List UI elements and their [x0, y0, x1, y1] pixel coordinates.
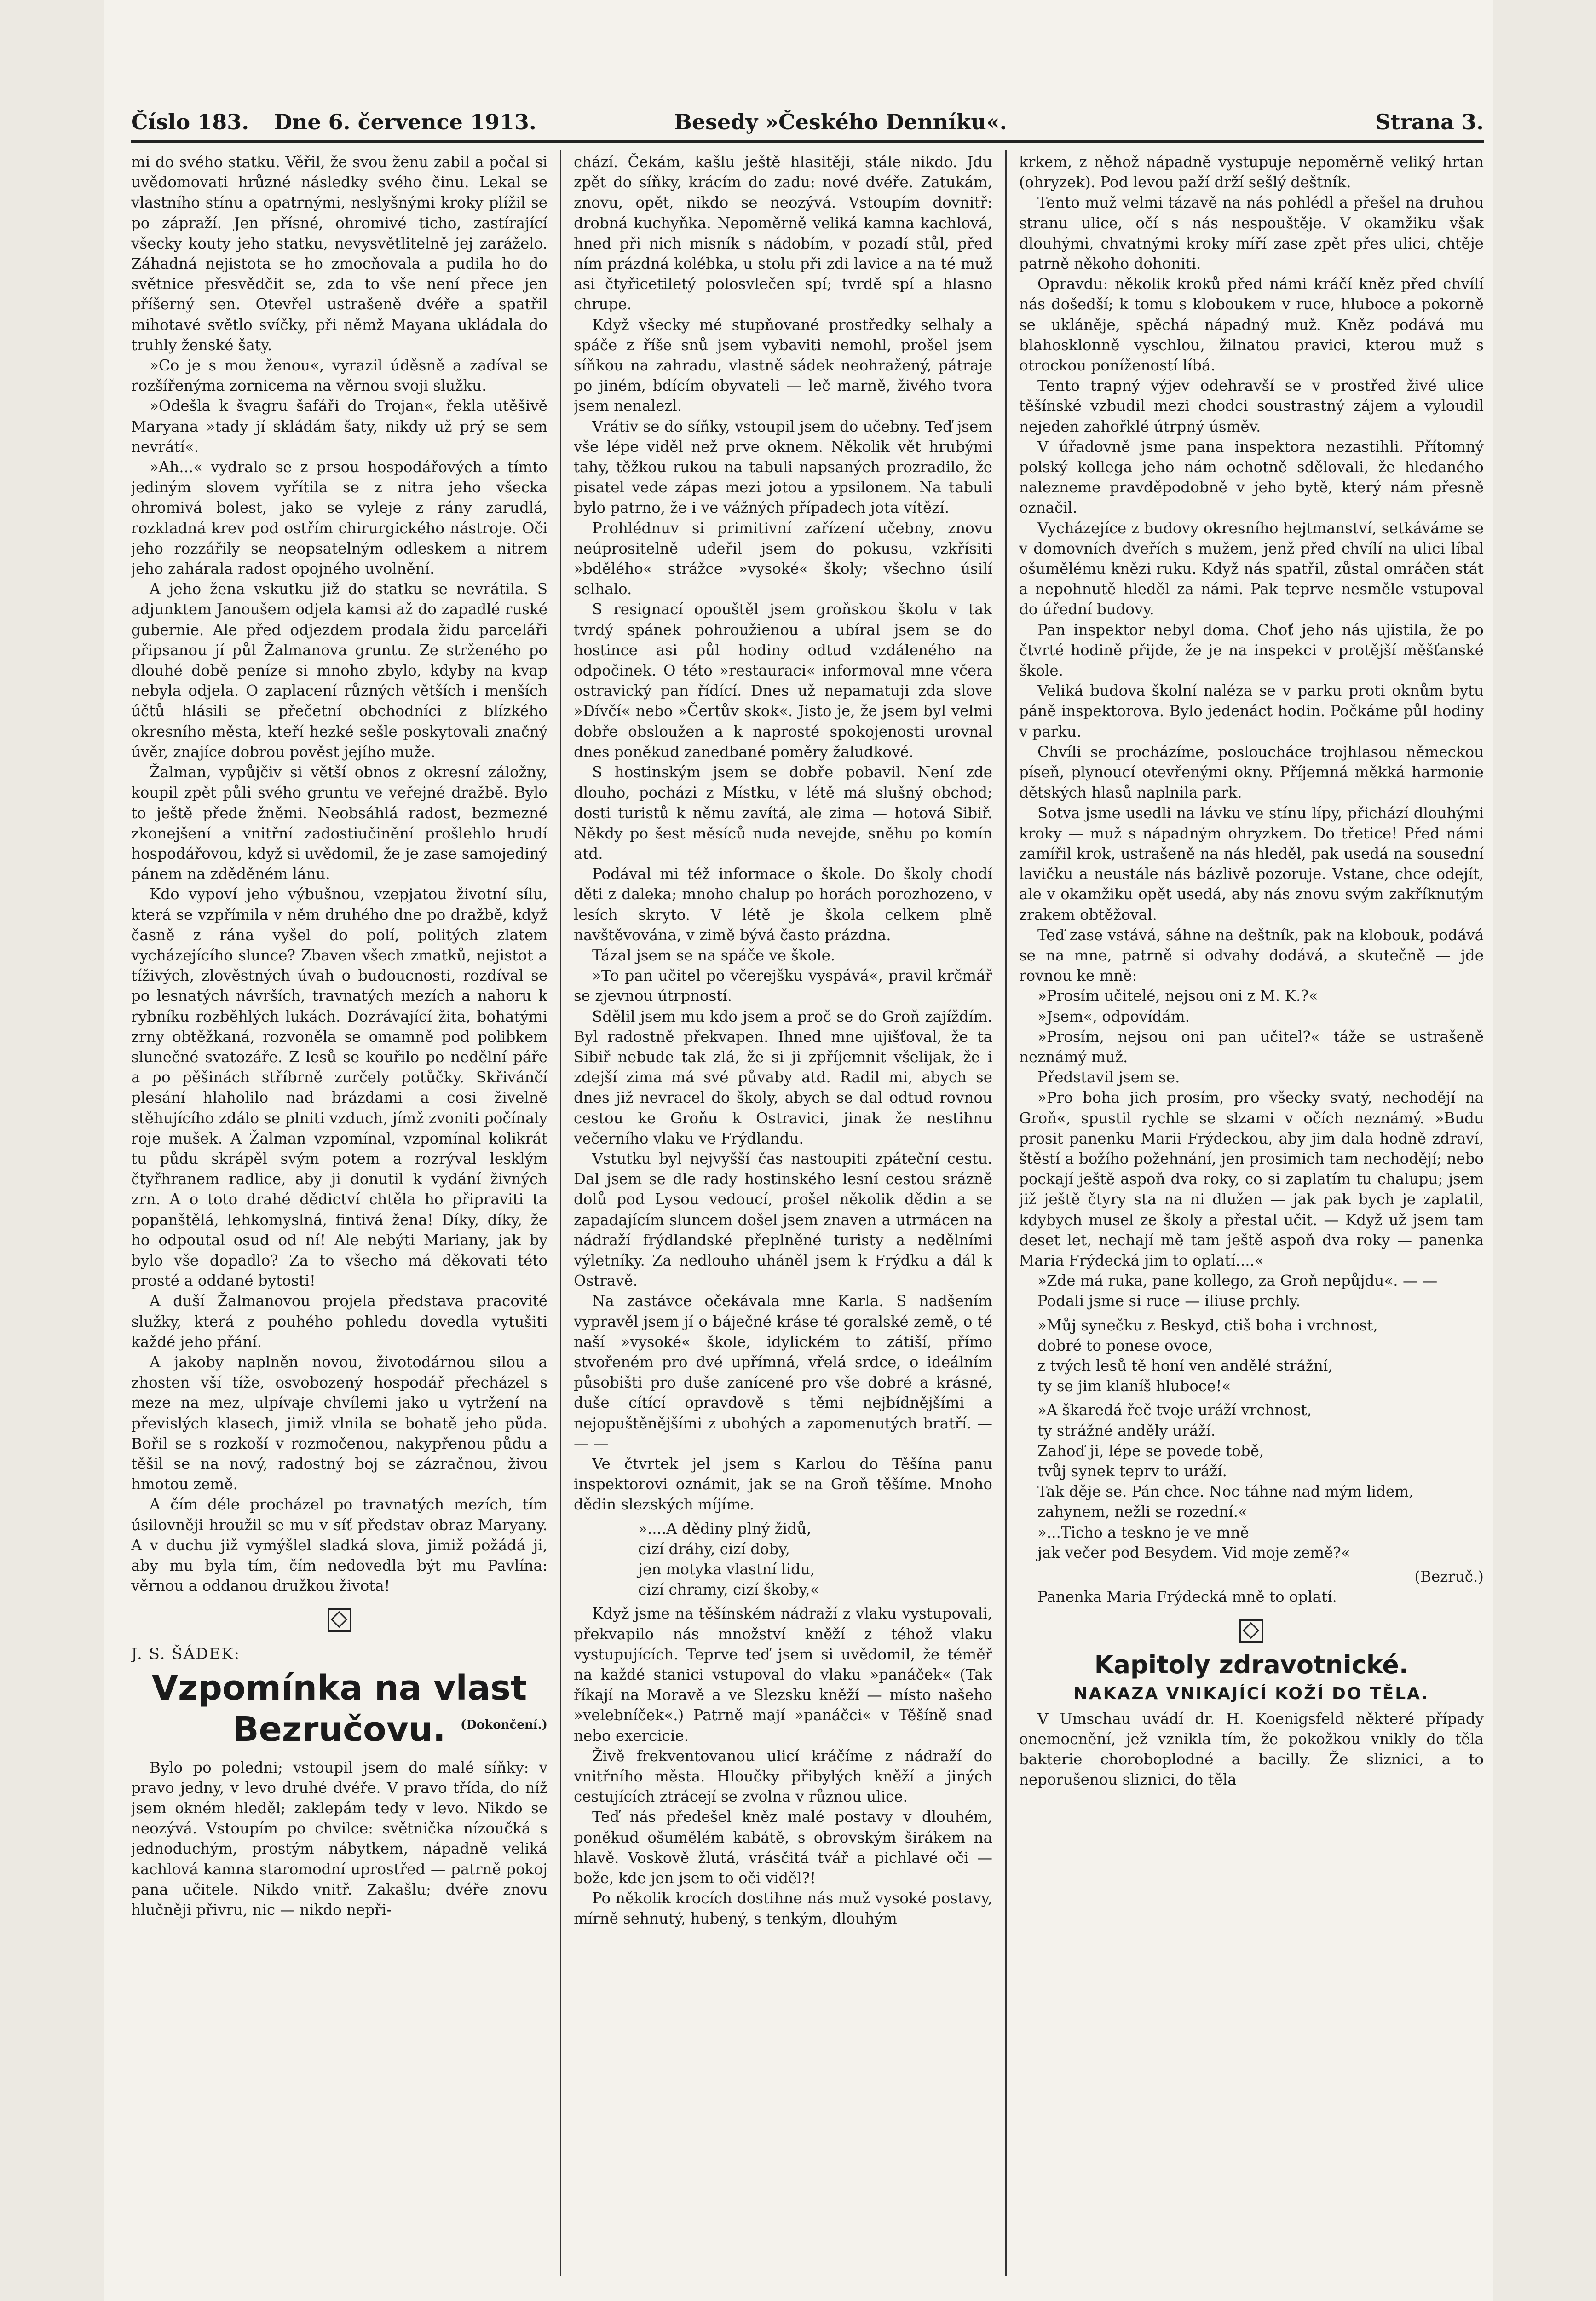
paragraph: »Pro boha jich prosím, pro všecky svatý, nechodějí na Groň«, spustil rychle se slzami v očích neznámý. »Budu prosit panenku Marii Frýdeckou, aby jim dala hodně zdraví, štěstí a božího požehnání, jen prosimich tam nechodějí; nebo pockají ještě aspoň dva roky, co si zaplatím tu chalupu; jsem již ještě čtyry sta na ni dlužen — jak pak bych je zaplatil, kdybych musel ze školy a přestal učit. — Když už jsem tam deset let, nechají mě tam ještě aspoň dva roky — panenka Maria Frýdecká jim to oplatí....« [1019, 1089, 1484, 1269]
paragraph: Prohlédnuv si primitivní zařízení učebny, znovu neúprositelně udeřil jsem do pokusu, vzkřísiti »bdělého« strážce »vysoké« školy; všechno úsilí selhalo. [574, 519, 992, 598]
paragraph: »Prosím učitelé, nejsou oni z M. K.?« [1037, 987, 1318, 1005]
paragraph: Vrátiv se do síňky, vstoupil jsem do učebny. Teď jsem vše lépe viděl než prve oknem. Několik vět hrubými tahy, těžkou rukou na tabuli napsaných prozradilo, že pisatel vede zápas mezi jotou a ypsilonem. Na tabuli bylo patrno, že i ve vážných případech jota vítězí. [574, 417, 992, 517]
continuation-note: (Dokončení.) [461, 1717, 547, 1732]
section-ornament-icon [1239, 1619, 1263, 1643]
paragraph: Ve čtvrtek jel jsem s Karlou do Těšína panu inspektorovi oznámit, jak se na Groň těšíme. Mnoho dědin slezských míjíme. [574, 1455, 992, 1514]
paragraph: »Co je s mou ženou«, vyrazil úděsně a zadíval se rozšířenýma zornicema na věrnou svoji služku. [131, 357, 547, 395]
article-title: Vzpomínka na vlast [151, 1668, 527, 1708]
paragraph: Vstutku byl nejvyšší čas nastoupiti zpáteční cestu. Dal jsem se dle rady hostinského lesní cestou srázně dolů pod Lysou vedoucí, prošel několik dědin a se zapadajícím sluncem došel jsem znaven a utrmácen na nádraží frýdlandské přeplněné turisty a nedělními výletníky. Za nedlouho uháněl jsem k Frýdku a dál k Ostravě. [574, 1150, 992, 1290]
paragraph: Živě frekventovanou ulicí kráčíme z nádraží do vnitřního města. Hloučky přibylých kněží a jiných cestujících ztrácejí se zvolna v různou ulice. [574, 1747, 992, 1806]
poem-signature: (Bezruč.) [1414, 1568, 1484, 1586]
article-author: J. S. ŠÁDEK: [131, 1645, 241, 1664]
page-header [131, 110, 1484, 142]
paragraph: chází. Čekám, kašlu ještě hlasitěji, stále nikdo. Jdu zpět do síňky, krácím do zadu: nové dvéře. Zatukám, znovu, opět, nikdo se neozývá. Vstoupím dovnitř: drobná kuchyňka. Nepoměrně veliká kamna kachlová, hned při nich misník s nádobím, v pozadí stůl, před ním prázdná kolébka, u stolu při zdi lavice a na té muž asi čtyřicetiletý polosvlečen spí; tvrdě spí a hlasno chrupe. [574, 153, 992, 313]
publication-title: Besedy »Českého Denníku«. [674, 110, 1007, 134]
paragraph: A jeho žena vskutku již do statku se nevrátila. S adjunktem Janoušem odjela kamsi až do zapadlé ruské gubernie. Ale před odjezdem prodala židu parceláři připsanou jí půl Žalmanova gruntu. Ze strženého po dlouhé době peníze si mnoho zbylo, kdyby na kvap nebyla odjela. O zaplacení různých větších i menších účtů hlásili se přečetní obchodníci z blízkého okresního města, kteří hezké sešle poskytovali značný úvěr, znajíce dobrou pověst jejího muže. [131, 580, 547, 761]
paragraph: Když jsme na těšínském nádraží z vlaku vystupovali, překvapilo nás množství kněží z téhož vlaku vystupujících. Teprve teď jsem si uvědomil, že téměř na každé stanici vstupoval do vlaku »panáček« (Tak říkají na Moravě a ve Slezsku kněží — místo našeho »velebníček«.) Patrně mají »panáčci« v Těšíně snad nebo exercicie. [574, 1605, 992, 1745]
page-number: Strana 3. [1375, 110, 1484, 134]
column-3 [1019, 152, 1484, 2278]
issue-number: Číslo 183. [131, 110, 249, 134]
paragraph: A čím déle procházel po travnatých mezích, tím úsilovněji hroužil se mu v síť představ obraz Maryany. A v duchu již vymýšlel sladká slova, jimiž požádá ji, aby mu byla tím, čím nedovedla být mu Pavlína: věrnou a oddanou družkou života! [131, 1496, 547, 1595]
paragraph: Vycházejíce z budovy okresního hejtmanství, setkáváme se v domovních dveřích s mužem, jenž před chvílí na ulici líbal ošumělému knězi ruku. Když nás spatřil, zůstal omráčen stát a nepohnutě hleděl za námi. Pak teprve nesměle vstupoval do úřední budovy. [1019, 519, 1484, 619]
paragraph: Představil jsem se. [1037, 1069, 1180, 1087]
paragraph: »To pan učitel po včerejšku vyspává«, pravil krčmář se zjevnou útrpností. [574, 967, 992, 1005]
paragraph: »Odešla k švagru šafáři do Trojan«, řekla utěšivě Maryana »tady jí skládám šaty, nikdy už prý se sem nevrátí«. [131, 397, 547, 456]
paragraph: Bylo po poledni; vstoupil jsem do malé síňky: v pravo jedny, v levo druhé dvéře. V pravo třída, do níž jsem okném hleděl; zaklepám tedy v levo. Nikdo se neozývá. Vstoupím po chvilce: světnička nízoučká s jednoduchým, prostým nábytkem, nápadně veliká kachlová kamna staromodní uprostřed — patrně pokoj pana učitele. Nikdo vnitř. Zakašlu; dvéře znovu hlučněji přivru, nic — nikdo nepři- [131, 1758, 547, 1919]
section-title: Kapitoly zdravotnické. [1094, 1650, 1409, 1680]
paragraph: Když všecky mé stupňované prostředky selhaly a spáče z říše snů jsem vybaviti nemohl, prošel jsem síňkou na zahradu, vlastně sádek neohražený, pátraje po jiném, bdícím obyvateli — leč marně, živého tvora jsem nenalezl. [574, 316, 992, 415]
paragraph: Po několik krocích dostihne nás muž vysoké postavy, mírně sehnutý, hubený, s tenkým, dlouhým [574, 1890, 992, 1928]
paragraph: »Ah...« vydralo se z prsou hospodářových a tímto jediným slovem vyřítila se z nitra jeho všecka ohromivá bolest, jako se vyleje z rány zarudlá, rozkladná krev pod ostřím chirurgického nástroje. Oči jeho rozzářily se neopsatelným odleskem a nitrem jeho zahárala radost opojného uvolnění. [131, 458, 547, 578]
paragraph: Kdo vypoví jeho výbušnou, vzepjatou životní sílu, která se vzpřímila v něm druhého dne po dražbě, když časně z rána vyšel do polí, politých zlatem vycházejícího slunce? Zbaven všech zmatků, nejistot a tíživých, zlověstných úvah o budoucnosti, rozdíval se po lesnatých návrších, travnatých mezích a nahoru k rybníku rozběhlých lukách. Dozrávající žita, bohatými zrny obtěžkaná, rozvoněla se omamně pod polibkem slunečné svatozáře. Z lesů se kouřilo po nedělní páře a po pěšinách stříbrně zurčely potůčky. Skřivánčí plesání hlaholilo nad brázdami a cosi živelně stěhujícího zdálo se plniti vzduch, jímž zvoniti počínaly roje mušek. A Žalman vzpomínal, vzpomínal kolikrát tu půdu skrápěl svým potem a rozrýval lesklým čtyřhranem radlice, aby ji donutil k vydání živných zrn. A o toto drahé dědictví chtěla ho připraviti ta popanštělá, lehkomyslná, fintivá žena! Díky, díky, že ho odpoutal osud od ní! Ale nebýti Mariany, jak by bylo vše dopadlo? Za to všecho má děkovati této prosté a oddané bytosti! [131, 885, 547, 1290]
article-title-line2 [131, 1709, 547, 1750]
column-1 [131, 152, 547, 2278]
paragraph: Na zastávce očekávala mne Karla. S nadšením vypravěl jsem jí o báječné kráse té goralské země, o té naší »vysoké« škole, idylickém to zátiší, přímo stvořeném pro dvé upřímná, vřelá srdce, o ideálním působišti pro duše zanícené pro vše dobré a krásné, duše cítící opravdově s těmi nejbídnějšími a nejopuštěnějšími z ubohých a zapomenutých bratří. — — — [574, 1292, 992, 1452]
paragraph: Podával mi též informace o škole. Do školy chodí děti z daleka; mnoho chalup po horách porozhozeno, v lesích skryto. V létě je škola celkem plně navštěvována, v zimě bývá často prázdna. [574, 865, 992, 944]
paragraph: S hostinským jsem se dobře pobavil. Není zde dlouho, pocházi z Místku, v létě má slušný obchod; dosti turistů k němu zavítá, ale zima — hotová Sibiř. Někdy po šest měsíců nuda nevejde, sněhu po komín atd. [574, 763, 992, 862]
section-subtitle: NAKAZA VNIKAJÍCÍ KOŽÍ DO TĚLA. [1073, 1684, 1429, 1703]
paragraph: A jakoby naplněn novou, životodárnou silou a zhosten vší tíže, osvobozený hospodář přecházel s meze na mez, ulpívaje chvílemi jako u vytržení na převislých klasech, jimiž vlnila se bohatě jeho půda. Bořil se s rozkoší v rozmočenou, nakypřenou půdu a těšil se na nový, radostný boj se zázračnou, živou hmotou země. [131, 1353, 547, 1493]
header-rule [131, 140, 1484, 143]
poem-quote: »Můj synečku z Beskyd, ctiš boha i vrchnost, dobré to ponese ovoce, z tvých lesů tě honí ven andělé strážní, ty se jim klaníš hluboce!« [1037, 1316, 1378, 1395]
paragraph: Opravdu: několik kroků před námi kráčí kněz před chvílí nás došedší; k tomu s kloboukem v ruce, hluboce a pokorně se ukláněje, spěchá nápadný muž. Kněz podává mu blahosklonně vyschlou, žilnatou pravici, kterou muž s otrockou ponížeností líbá. [1019, 275, 1484, 375]
paragraph: A duší Žalmanovou projela představa pracovité služky, která z pouhého pohledu dovedla vytušiti každé jeho přání. [131, 1292, 547, 1351]
paragraph: Sotva jsme usedli na lávku ve stínu lípy, přichází dlouhými kroky — muž s nápadným ohryzkem. Do třetice! Před námi zamířil krok, ustrašeně na nás hleděl, pak usedá na sousední lavičku a neustále nás bázlivě pozoruje. Vstane, chce odejít, ale v okamžiku opět usedá, aby nás znovu svým zakříknutým zrakem obtěžoval. [1019, 804, 1484, 924]
column-2 [574, 152, 992, 2278]
paragraph: krkem, z něhož nápadně vystupuje nepoměrně veliký hrtan (ohryzek). Pod levou paží drží sešlý deštník. [1019, 153, 1484, 191]
paragraph: V Umschau uvádí dr. H. Koenigsfeld některé případy onemocnění, jež vznikla tím, že pokožkou vnikly do těla bakterie choroboplodné a bacilly. Že sliznici, a to neporušenou sliznici, do těla [1019, 1710, 1484, 1789]
paragraph: Pan inspektor nebyl doma. Choť jeho nás ujistila, že po čtvrté hodině přijde, že je na inspekci v protější měšťanské škole. [1019, 621, 1484, 680]
paragraph: mi do svého statku. Věřil, že svou ženu zabil a počal si uvědomovati hrůzné následky svého činu. Lekal se vlastního stínu a opatrnými, neslyšnými kroky plížil se po zápraží. Jen přísné, ohromivé ticho, zastírající všecky kouty jeho statku, nevysvětlitelně jej zaráželo. Záhadná nejistota se ho zmocňovala a pudila ho do světnice přesvědčit se, zda to vše není přece jen příšerný sen. Otevřel ustrašeně dvéře a spatřil mihotavé světlo svíčky, při němž Mayana ukládala do truhly ženské šaty. [131, 153, 547, 354]
paragraph: Tázal jsem se na spáče ve škole. [592, 946, 835, 964]
section-ornament-icon [328, 1608, 351, 1632]
paragraph: Veliká budova školní naléza se v parku proti oknům bytu páně inspektorova. Bylo jedenáct hodin. Počkáme půl hodiny v parku. [1019, 682, 1484, 740]
column-divider [1005, 150, 1007, 2276]
paragraph: Chvíli se procházíme, posloucháce trojhlasou německou píseň, plynoucí otevřenými okny. Příjemná měkká harmonie dětských hlasů naplnila park. [1019, 743, 1484, 802]
article-title-word: Bezručovu. [233, 1709, 446, 1749]
paragraph: S resignací opouštěl jsem groňskou školu v tak tvrdý spánek pohroužienou a ubíral jsem se do hostince asi půl hodiny odtud vzdáleného na odpočinek. O této »restauraci« informoval mne včera ostravický pan řídící. Dnes už nepamatuji zda slove »Dívčí« nebo »Čertův skok«. Jisto je, že jsem byl velmi dobře obsloužen a k naprosté spokojenosti urovnal dnes poněkud zanedbané poměry žaludkové. [574, 601, 992, 761]
paragraph: Tento muž velmi tázavě na nás pohlédl a přešel na druhou stranu ulice, očí s nás nespouštěje. V okamžiku však dlouhými, chvatnými kroky míří zase zpět přes ulici, chtěje patrně někoho dohoniti. [1019, 194, 1484, 273]
issue-date: Dne 6. července 1913. [274, 110, 536, 134]
column-divider [560, 150, 561, 2276]
poem-quote: »....A dědiny plný židů, cizí dráhy, cizí doby, jen motyka vlastní lidu, cizí chramy, cizí škoby,« [638, 1520, 819, 1599]
paragraph: »Zde má ruka, pane kollego, za Groň nepůjdu«. — — [1037, 1272, 1438, 1290]
paragraph: Teď zase vstává, sáhne na deštník, pak na klobouk, podává se na mne, patrně si odvahy dodává, a skutečně — jde rovnou ke mně: [1019, 926, 1484, 985]
poem-quote: »A škaredá řeč tvoje uráží vrchnost, ty strážné anděly uráží. Zahoď ji, lépe se povede tobě, tvůj synek teprv to uráží. Tak děje se. Pán chce. Noc táhne nad mým lidem, zahynem, nežli se rozední.« »...Ticho a teskno je ve mně jak večer pod Besydem. Vid moje země?« [1037, 1401, 1414, 1561]
paragraph: Teď nás předešel kněz malé postavy v dlouhém, poněkud ošumělém kabátě, s obrovským širákem na hlavě. Voskově žlutá, vrásčitá tvář a pichlavé oči — bože, kde jen jsem to oči viděl?! [574, 1808, 992, 1887]
paragraph: Panenka Maria Frýdecká mně to oplatí. [1037, 1588, 1337, 1606]
paragraph: V úřadovně jsme pana inspektora nezastihli. Přítomný polský kollega jeho nám ochotně sdělovali, že hledaného nalezneme pravděpodobně v jeho bytě, který nám přesně označil. [1019, 438, 1484, 517]
newspaper-page [104, 0, 1493, 2301]
paragraph: »Jsem«, odpovídám. [1037, 1007, 1190, 1025]
paragraph: Podali jsme si ruce — iliuse prchly. [1037, 1292, 1301, 1310]
paragraph: »Prosím, nejsou oni pan učitel?« táže se ustrašeně neznámý muž. [1019, 1028, 1484, 1066]
paragraph: Tento trapný výjev odehravší se v prostřed živé ulice těšínské vzbudil mezi chodci soustrastný zájem a vyloudil nejeden zahořklé útrpný úsměv. [1019, 377, 1484, 435]
paragraph: Sdělil jsem mu kdo jsem a proč se do Groň zajíždím. Byl radostně překvapen. Ihned mne ujišťoval, že ta Sibiř nebude tak zlá, že si ji zpříjemnit všelijak, že i zdejší zima má své půvaby atd. Radil mi, abych se dnes již nevracel do školy, abych se dal odtud rovnou cestou ke Groňu k Ostravici, jinak že nestihnu večerního vlaku ve Frýdlandu. [574, 1007, 992, 1147]
paragraph: Žalman, vypůjčiv si větší obnos z okresní záložny, koupil zpět půli svého gruntu ve veřejné dražbě. Bylo to ještě přede žněmi. Neobsáhlá radost, bezmezné zkonejšení a vnitřní zadostiučinění prošlehlo hrudí hospodářovou, když si uvědomil, že je zase samojediný pánem na zděděném lánu. [131, 763, 547, 883]
